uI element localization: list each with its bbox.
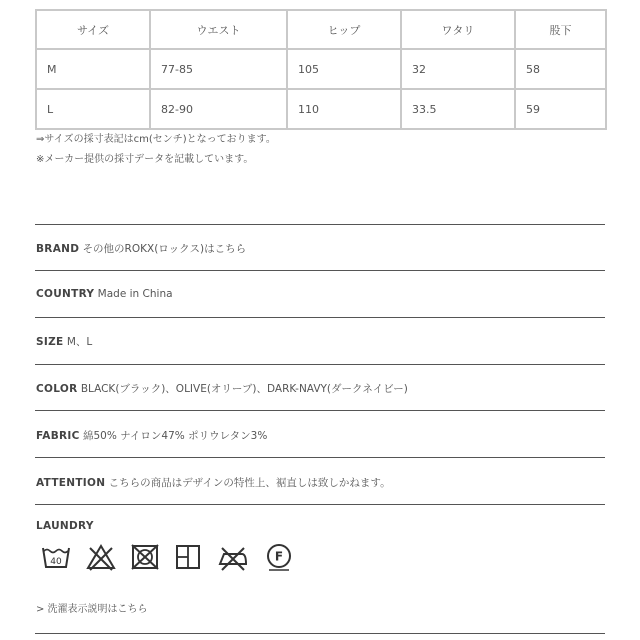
header-thigh: ワタリ [401, 10, 515, 49]
spec-country [36, 288, 173, 300]
no-tumble-dry-icon [130, 542, 160, 572]
divider [35, 317, 605, 318]
divider [35, 270, 605, 271]
no-iron-icon [216, 542, 250, 572]
cell-thigh: 33.5 [401, 89, 515, 129]
spec-attention-value: こちらの商品はデザインの特性上、裾直しは致しかねます。 [108, 477, 391, 489]
laundry-info-link[interactable]: > 洗濯表示説明はこちら [36, 604, 148, 615]
spec-attention-key: ATTENTION [36, 477, 106, 489]
header-waist: ウエスト [150, 10, 287, 49]
cell-thigh: 32 [401, 49, 515, 89]
no-bleach-icon [86, 542, 116, 572]
header-size: サイズ [36, 10, 150, 49]
divider [35, 457, 605, 458]
cell-hip: 105 [287, 49, 401, 89]
divider [35, 410, 605, 411]
cell-size: L [36, 89, 150, 129]
header-hip: ヒップ [287, 10, 401, 49]
cell-waist: 82-90 [150, 89, 287, 129]
size-table [35, 9, 607, 130]
hang-dry-icon [174, 542, 202, 572]
cell-hip: 110 [287, 89, 401, 129]
spec-brand-key: BRAND [36, 243, 80, 255]
spec-color-key: COLOR [36, 383, 78, 395]
cell-size: M [36, 49, 150, 89]
cell-inseam: 59 [515, 89, 606, 129]
spec-brand[interactable] [36, 241, 246, 256]
dry-clean-label: F [274, 549, 284, 564]
size-note-source: ※メーカー提供の採寸データを記載しています。 [36, 154, 254, 165]
table-row [36, 49, 606, 89]
size-note-unit: ⇒サイズの採寸表記はcm(センチ)となっております。 [36, 134, 276, 145]
cell-inseam: 58 [515, 49, 606, 89]
dry-clean-f-icon [264, 542, 294, 572]
wash-40-icon [40, 542, 72, 572]
spec-size-value: M、L [66, 336, 93, 348]
divider [35, 633, 605, 634]
spec-size-key: SIZE [36, 336, 64, 348]
wash-temp-label: 40 [50, 557, 62, 567]
divider [35, 364, 605, 365]
header-inseam: 股下 [515, 10, 606, 49]
table-row [36, 89, 606, 129]
spec-attention [36, 475, 391, 490]
size-notes [36, 130, 276, 170]
table-header-row [36, 10, 606, 49]
spec-fabric-value: 綿50% ナイロン47% ポリウレタン3% [82, 430, 268, 442]
divider [35, 224, 605, 225]
divider [35, 504, 605, 505]
spec-country-value: Made in China [97, 288, 173, 300]
cell-waist: 77-85 [150, 49, 287, 89]
spec-fabric-key: FABRIC [36, 430, 80, 442]
spec-color [36, 381, 408, 396]
laundry-icons [40, 542, 294, 572]
spec-country-key: COUNTRY [36, 288, 95, 300]
spec-fabric [36, 428, 267, 443]
spec-size [36, 334, 92, 349]
laundry-title: LAUNDRY [36, 520, 94, 532]
spec-color-value: BLACK(ブラック)、OLIVE(オリーブ)、DARK-NAVY(ダークネイビー) [80, 383, 408, 395]
spec-brand-value[interactable]: その他のROKX(ロックス)はこちら [82, 243, 247, 255]
